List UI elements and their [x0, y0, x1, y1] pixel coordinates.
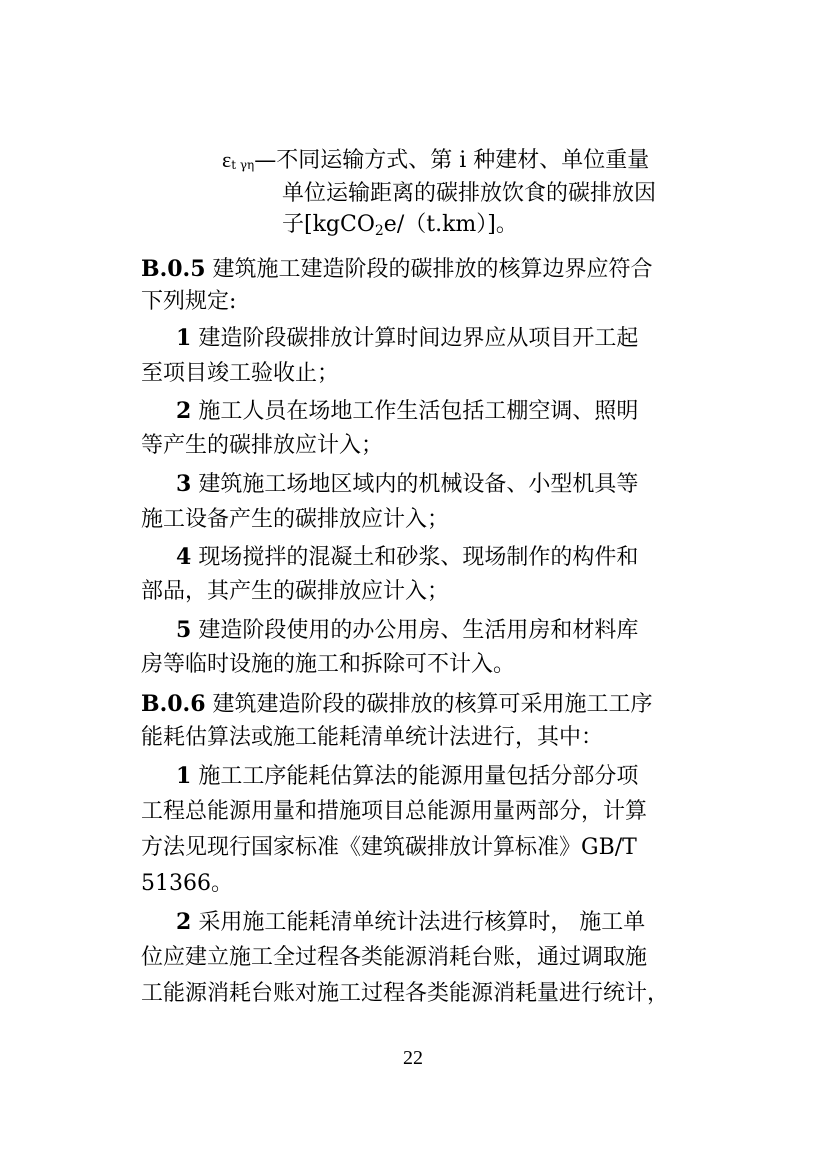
- item-number: 1: [176, 763, 192, 789]
- b06-item-2-line-2: 位应建立施工全过程各类能源消耗台账，通过调取施: [141, 945, 648, 970]
- unit-pre: 子[kgCO: [282, 212, 375, 237]
- definition-line-1: [222, 146, 692, 179]
- item-text: 现场搅拌的混凝土和砂浆、现场制作的构件和: [198, 545, 639, 570]
- b06-item-1-line-2: 工程总能源用量和措施项目总能源用量两部分，计算: [141, 799, 648, 824]
- b05-item-2-line-2: 等产生的碳排放应计入；: [141, 433, 384, 458]
- b06-item-1-line-4: 51366。: [141, 871, 233, 896]
- b05-item-1-line-1: [176, 324, 696, 353]
- item-text: 建造阶段使用的办公用房、生活用房和材料库: [198, 618, 639, 643]
- clause-b06-line-2: 能耗估算法或施工能耗清单统计法进行，其中：: [141, 725, 604, 750]
- b05-item-5-line-1: [176, 616, 696, 645]
- epsilon-symbol: ε: [222, 147, 232, 172]
- item-number: 1: [176, 325, 192, 351]
- b06-item-1-line-1: [176, 762, 696, 791]
- definition-text-1: —不同运输方式、第 i 种建材、单位重量: [254, 148, 650, 173]
- b05-item-1-line-2: 至项目竣工验收止；: [141, 361, 340, 386]
- clause-b06-number: B.0.6: [141, 691, 206, 717]
- item-text: 施工人员在场地工作生活包括工棚空调、照明: [198, 399, 639, 424]
- item-text: 建筑施工场地区域内的机械设备、小型机具等: [198, 472, 639, 497]
- b05-item-3-line-2: 施工设备产生的碳排放应计入；: [141, 507, 450, 532]
- b06-item-1-line-3: 方法见现行国家标准《建筑碳排放计算标准》GB/T: [141, 835, 637, 860]
- b05-item-2-line-1: [176, 397, 696, 426]
- b05-item-4-line-1: [176, 543, 696, 572]
- definition-line-2: 单位运输距离的碳排放饮食的碳排放因: [282, 181, 657, 206]
- item-number: 2: [176, 398, 192, 424]
- item-text: 建造阶段碳排放计算时间边界应从项目开工起: [198, 326, 639, 351]
- unit-subscript: 2: [374, 223, 384, 239]
- item-number: 3: [176, 471, 192, 497]
- definition-line-3: [282, 211, 692, 245]
- b05-item-3-line-1: [176, 470, 696, 499]
- item-number: 5: [176, 617, 192, 643]
- clause-b06-line-1: [141, 690, 691, 719]
- b05-item-5-line-2: 房等临时设施的施工和拆除可不计入。: [141, 652, 516, 677]
- clause-b06-text: 建筑建造阶段的碳排放的核算可采用施工工序: [212, 692, 653, 717]
- item-number: 4: [176, 544, 192, 570]
- clause-b05-text: 建筑施工建造阶段的碳排放的核算边界应符合: [212, 257, 653, 282]
- b06-item-2-line-3: 工能源消耗台账对施工过程各类能源消耗量进行统计，: [141, 981, 670, 1006]
- b06-item-2-line-1: [176, 908, 696, 937]
- clause-b05-number: B.0.5: [141, 256, 206, 282]
- item-number: 2: [176, 909, 192, 935]
- clause-b05-line-2: 下列规定:: [141, 289, 237, 314]
- item-text: 施工工序能耗估算法的能源用量包括分部分项: [198, 764, 639, 789]
- unit-post: e/（t.km）]。: [383, 212, 518, 237]
- symbol-subscript: t γη: [231, 158, 255, 172]
- b05-item-4-line-2: 部品，其产生的碳排放应计入；: [141, 579, 450, 604]
- item-text: 采用施工能耗清单统计法进行核算时， 施工单: [198, 910, 646, 935]
- page-number: 22: [403, 1047, 423, 1069]
- clause-b05-line-1: [141, 255, 691, 284]
